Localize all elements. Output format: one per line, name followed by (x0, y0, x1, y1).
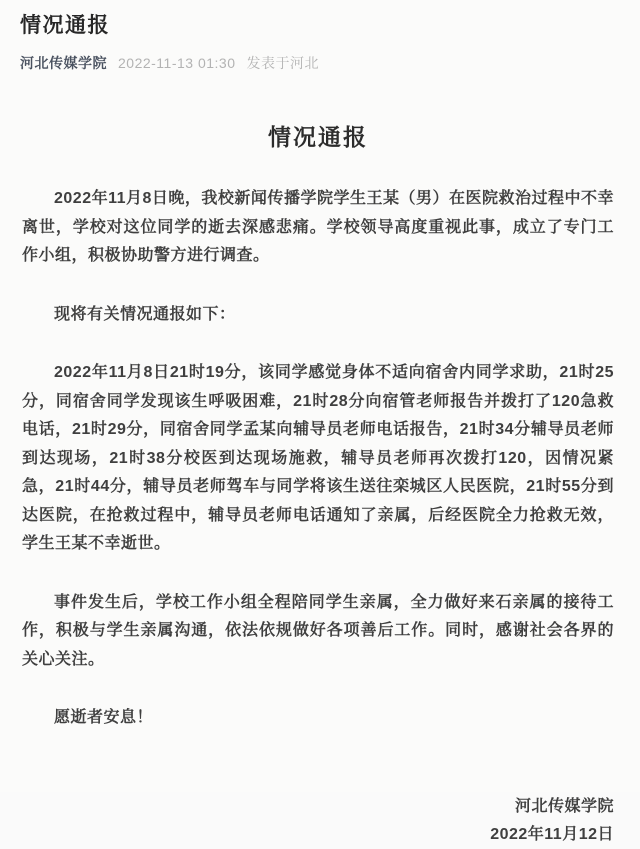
signature-org: 河北传媒学院 (514, 797, 614, 815)
post-title: 情况通报 (20, 14, 110, 37)
publish-location: 发表于河北 (246, 55, 319, 71)
article-body (0, 72, 640, 849)
article-paragraph: 愿逝者安息！ (54, 709, 154, 726)
post-meta (20, 54, 620, 72)
publish-timestamp: 2022-11-13 01:30 (118, 55, 236, 71)
article-paragraph: 事件发生后，学校工作小组全程陪同学生亲属，全力做好来石亲属的接待工作，积极与学生亲属沟通，依法依规做好各项善后工作。同时，感谢社会各界的关心关注。 (22, 593, 614, 668)
post-header (0, 0, 640, 72)
account-name-link[interactable]: 河北传媒学院 (20, 55, 107, 71)
signature-date: 2022年11月12日 (490, 825, 614, 843)
article-paragraph: 2022年11月8日21时19分，该同学感觉身体不适向宿舍内同学求助，21时25分，同宿舍同学发现该生呼吸困难，21时28分向宿管老师报告并拨打了120急救电话，21时29分，同宿舍同学孟某向辅导员老师电话报告，21时34分辅导员老师到达现场，21时38分校医到达现场施救，辅导员老师再次拨打120，因情况紧急，21时44分，辅导员老师驾车与同学将该生送往栾城区人民医院，21时55分到达医院，在抢救过程中，辅导员老师电话通知了亲属，后经医院全力抢救无效，学生王某不幸逝世。 (22, 364, 614, 552)
article-paragraph: 现将有关情况通报如下： (54, 305, 236, 323)
signature-block (22, 793, 614, 849)
article-paragraph: 2022年11月8日晚，我校新闻传播学院学生王某（男）在医院救治过程中不幸离世，学校对这位同学的逝去深感悲痛。学校领导高度重视此事，成立了专门工作小组，积极协助警方进行调查。 (22, 190, 614, 264)
article-title: 情况通报 (268, 124, 368, 150)
